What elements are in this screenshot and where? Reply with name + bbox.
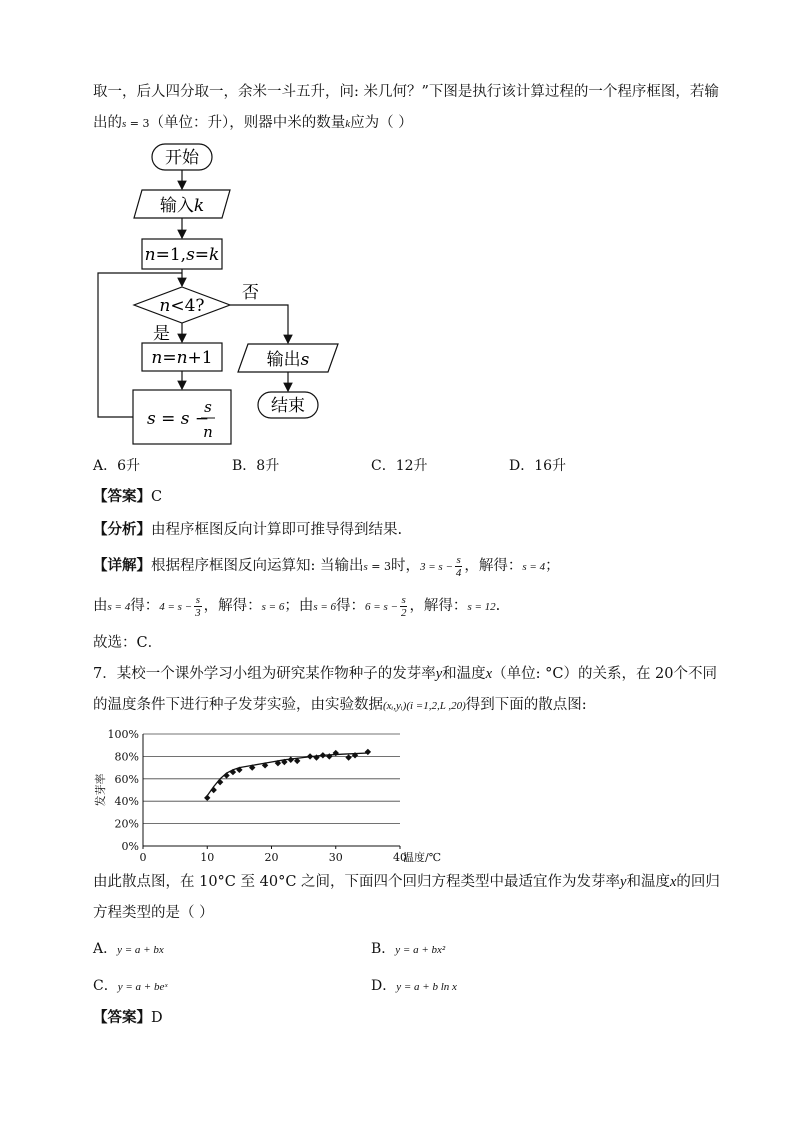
x-tick-label: 10 bbox=[200, 851, 215, 862]
flow-output-text bbox=[267, 350, 310, 370]
q6-conclusion bbox=[93, 633, 162, 653]
q7-option-a-label: A． bbox=[93, 941, 118, 957]
q6-detail-t2-expr1: 4 = s − bbox=[159, 601, 193, 613]
data-point bbox=[217, 779, 223, 785]
q7-option-b-formula: y = a + bx² bbox=[395, 944, 446, 956]
q6-option-c[interactable]: C．12升 bbox=[371, 458, 428, 474]
q7-text-1b: 和温度 bbox=[442, 666, 486, 682]
q6-frac3-den: 2 bbox=[400, 606, 407, 619]
q7-text-4: 方程类型的是（ ） bbox=[93, 905, 214, 921]
y-tick-label: 100% bbox=[107, 728, 139, 741]
q6-detail-t2-e: 得： bbox=[336, 598, 366, 614]
q6-detail-line-2 bbox=[93, 593, 500, 620]
y-tick-label: 80% bbox=[114, 750, 139, 764]
data-point bbox=[204, 795, 210, 801]
data-point bbox=[365, 749, 371, 755]
q6-detail-frac-2 bbox=[194, 594, 202, 619]
q6-frac2-den: 3 bbox=[195, 606, 201, 619]
flow-update-s2: s bbox=[180, 409, 190, 429]
data-point bbox=[307, 753, 313, 759]
intro-eq: = 3 bbox=[126, 117, 150, 130]
q7-option-d[interactable] bbox=[371, 976, 457, 997]
q6-option-b[interactable]: B．8升 bbox=[232, 458, 280, 474]
intro-var-k: k bbox=[345, 118, 351, 130]
flow-input-var: k bbox=[193, 196, 205, 216]
q7-line-4 bbox=[93, 903, 214, 923]
q6-detail-tag: 【详解】 bbox=[93, 557, 151, 574]
q7-line-1 bbox=[93, 664, 717, 684]
q7-text-1a: 7．某校一个课外学习小组为研究某作物种子的发芽率 bbox=[93, 666, 436, 682]
intro-text-2b: （单位：升），则器中米的数量 bbox=[149, 115, 346, 131]
q7-option-d-label: D． bbox=[371, 978, 397, 994]
chart-axes bbox=[143, 734, 400, 849]
q6-conclusion-text: 故选：C． bbox=[93, 635, 163, 651]
q7-data-expr: (xᵢ,yᵢ)(i =1,2,L ,20) bbox=[383, 700, 466, 712]
x-tick-label: 40 bbox=[393, 851, 407, 862]
y-axis-label: 发芽率 bbox=[94, 773, 107, 807]
flow-output-label: 输出 bbox=[266, 350, 301, 370]
q6-detail-t2-end: . bbox=[495, 598, 501, 614]
q7-option-d-formula: y = a + b ln x bbox=[396, 981, 457, 993]
q7-text-2b: 得到下面的散点图: bbox=[465, 697, 587, 713]
x-axis-label: 温度/℃ bbox=[403, 851, 442, 862]
q6-detail-t1-end: ； bbox=[545, 558, 560, 574]
q6-frac1-num: s bbox=[456, 553, 461, 566]
flow-yes-label: 是 bbox=[153, 324, 170, 344]
q6-detail-t2-expr2: 6 = s − bbox=[365, 601, 398, 613]
q6-detail-t1-b: 时， bbox=[391, 558, 420, 574]
q6-detail-t2-a: 由 bbox=[93, 598, 108, 614]
flow-increment-text bbox=[151, 348, 212, 368]
intro-var-s: s bbox=[122, 118, 127, 130]
q7-answer bbox=[93, 1008, 163, 1028]
flow-end-text: 结束 bbox=[271, 396, 305, 416]
q6-detail-t1-s: s bbox=[363, 561, 368, 573]
q6-detail-t2-f: ，解得： bbox=[409, 598, 468, 614]
q7-var-y2: y bbox=[620, 874, 627, 890]
q6-analysis-tag: 【分析】 bbox=[93, 521, 151, 538]
q6-analysis bbox=[93, 520, 402, 540]
flow-init-n: n bbox=[144, 245, 156, 265]
flow-init-text bbox=[145, 245, 220, 265]
q6-detail-t2-c: ，解得： bbox=[203, 598, 262, 614]
y-tick-label: 0% bbox=[121, 840, 139, 853]
flow-update-text bbox=[147, 409, 209, 429]
flow-incr-n2: n bbox=[176, 348, 188, 368]
x-tick-label: 30 bbox=[328, 851, 343, 862]
q7-text-3b: 和温度 bbox=[626, 874, 670, 890]
q6-detail-t2-d: ；由 bbox=[284, 598, 314, 614]
x-tick-label: 0 bbox=[139, 851, 147, 862]
flow-start-text: 开始 bbox=[165, 148, 199, 168]
flow-update-s1: s bbox=[147, 409, 156, 429]
q7-answer-value: D bbox=[151, 1010, 163, 1026]
q6-detail-t2-s1: s = 4 bbox=[107, 601, 131, 613]
q6-option-d[interactable]: D．16升 bbox=[509, 458, 567, 474]
q6-option-a[interactable]: A．6升 bbox=[93, 458, 141, 474]
q7-option-a-formula: y = a + bx bbox=[117, 944, 164, 956]
flow-update-eq: = bbox=[155, 409, 181, 429]
q6-detail-t1-res: s = 4 bbox=[522, 561, 546, 573]
q6-answer-value: C bbox=[151, 489, 163, 505]
data-point bbox=[345, 754, 351, 760]
data-point bbox=[230, 769, 236, 775]
q6-detail-t2-res1: s = 6 bbox=[261, 601, 285, 613]
q7-text-3c: 的回归 bbox=[676, 874, 720, 890]
flow-incr-n1: n bbox=[151, 348, 163, 368]
q7-option-c-label: C． bbox=[93, 978, 118, 994]
flow-cond-n: n bbox=[159, 296, 171, 316]
flow-condition-text bbox=[159, 296, 204, 316]
flow-no-label: 否 bbox=[242, 283, 259, 303]
intro-line-2 bbox=[93, 113, 413, 134]
q6-detail-frac-3 bbox=[400, 594, 408, 619]
q7-text-2a: 的温度条件下进行种子发芽实验，由实验数据 bbox=[93, 697, 383, 713]
flow-init-mid: =1, bbox=[155, 245, 187, 265]
flow-cond-rest: <4? bbox=[170, 296, 205, 316]
q6-detail-t2-s2: s = 6 bbox=[313, 601, 337, 613]
q7-text-1c: （单位: °C）的关系，在 20个不同 bbox=[492, 666, 718, 682]
flow-output-var: s bbox=[300, 350, 310, 370]
y-tick-label: 60% bbox=[114, 772, 139, 786]
q6-frac3-num: s bbox=[401, 593, 406, 606]
q7-text-3a: 由此散点图，在 10°C 至 40°C 之间，下面四个回归方程类型中最适宜作为发芽率 bbox=[93, 874, 621, 890]
flow-update-den: n bbox=[203, 423, 213, 441]
q7-option-c[interactable] bbox=[93, 976, 167, 997]
data-point bbox=[288, 757, 294, 763]
flow-input-text bbox=[160, 196, 204, 216]
flow-incr-rest: +1 bbox=[187, 348, 213, 368]
trend-curve bbox=[207, 753, 368, 796]
flow-update-minus: − bbox=[189, 409, 210, 429]
q6-detail-t1-eq: = 3 bbox=[367, 560, 391, 573]
q6-analysis-text: 由程序框图反向计算即可推导得到结果. bbox=[151, 522, 403, 538]
q7-var-x: x bbox=[485, 666, 493, 682]
data-point bbox=[210, 787, 216, 793]
data-point bbox=[320, 752, 326, 758]
chart-trend bbox=[207, 753, 368, 796]
flow-input-label: 输入 bbox=[159, 196, 194, 216]
chart-labels bbox=[93, 728, 441, 862]
intro-text-2c: 应为（ ） bbox=[350, 115, 413, 131]
q7-line-2 bbox=[93, 695, 587, 716]
q6-detail-t2-b: 得： bbox=[130, 598, 160, 614]
q7-var-y: y bbox=[435, 666, 443, 682]
q6-detail-line-1 bbox=[93, 553, 560, 580]
chart-grid bbox=[143, 734, 400, 824]
q6-detail-t1-c: ，解得： bbox=[464, 558, 523, 574]
q6-answer-tag: 【答案】 bbox=[93, 488, 151, 505]
flowchart bbox=[90, 140, 350, 450]
q6-detail-t1-expr: 3 = s − bbox=[420, 561, 453, 573]
flow-init-k: k bbox=[209, 245, 220, 265]
flow-update-num: s bbox=[204, 398, 212, 416]
q7-answer-tag: 【答案】 bbox=[93, 1009, 151, 1026]
q6-detail-frac-1 bbox=[455, 554, 463, 579]
q7-option-c-formula: y = a + beˣ bbox=[117, 981, 168, 993]
q7-line-3 bbox=[93, 872, 720, 892]
y-tick-label: 40% bbox=[114, 795, 139, 809]
q6-detail-t1: 根据程序框图反向运算知: 当输出 bbox=[151, 558, 364, 574]
intro-line-1 bbox=[93, 82, 719, 102]
intro-text-1: 取一，后人四分取一，余米一斗五升，问: 米几何？”下图是执行该计算过程的一个程序框图，若输 bbox=[93, 84, 719, 100]
data-point bbox=[223, 772, 229, 778]
q6-frac1-den: 4 bbox=[455, 566, 462, 579]
flow-init-eq: = bbox=[194, 245, 210, 265]
q7-var-x2: x bbox=[669, 874, 677, 890]
y-tick-label: 20% bbox=[114, 817, 139, 831]
q7-option-b[interactable] bbox=[371, 939, 445, 960]
q7-option-b-label: B． bbox=[371, 941, 396, 957]
intro-text-2a: 出的 bbox=[93, 115, 122, 131]
q7-option-a[interactable] bbox=[93, 939, 164, 960]
flow-init-s: s bbox=[186, 245, 195, 265]
x-tick-label: 20 bbox=[264, 851, 279, 862]
flow-incr-eq: = bbox=[162, 348, 177, 368]
q6-detail-t2-res2: s = 12 bbox=[467, 601, 496, 613]
q6-answer bbox=[93, 487, 162, 507]
scatter-chart bbox=[88, 722, 468, 862]
q6-frac2-num: s bbox=[195, 593, 200, 606]
